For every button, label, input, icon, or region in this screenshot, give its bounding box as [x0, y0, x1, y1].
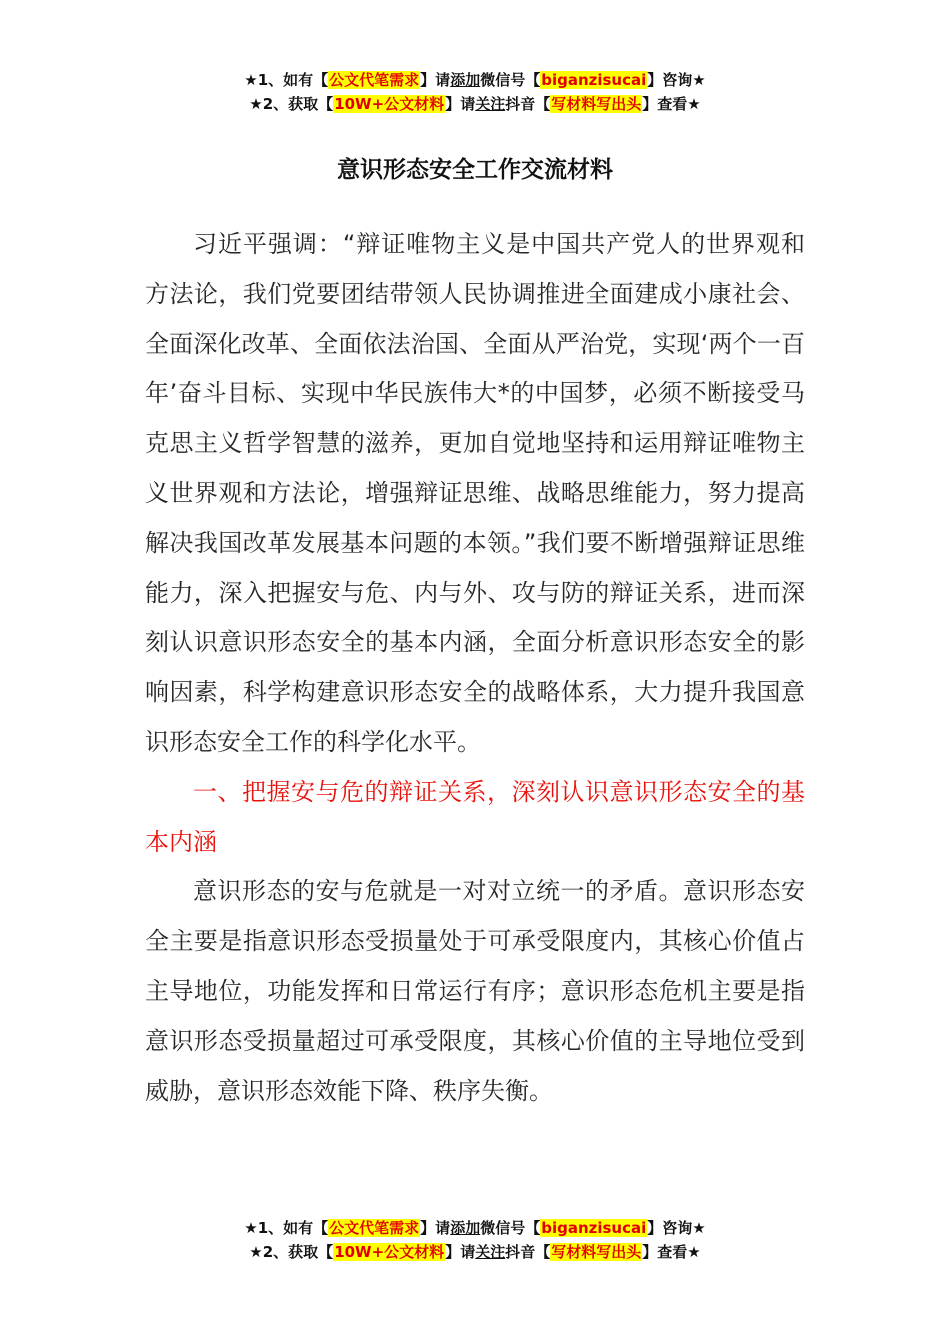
promo-highlight-ghostwriting: 公文代笔需求 [329, 71, 420, 89]
section-heading-1: 一、把握安与危的辩证关系，深刻认识意识形态安全的基本内涵 [145, 777, 805, 856]
promo-highlight-ghostwriting: 公文代笔需求 [329, 1219, 420, 1237]
paragraph-intro: 习近平强调：“辩证唯物主义是中国共产党人的世界观和方法论，我们党要团结带领人民协调推进全面建成小康社会、全面深化改革、全面依法治国、全面从严治党，实现‘两个一百年’奋斗目标、实现中华民族伟大*的中国梦，必须不断接受马克思主义哲学智慧的滋养，更加自觉地坚持和运用辩证唯物主义世界观和方法论，增强辩证思维、战略思维能力，努力提高解决我国改革发展基本问题的本领。”我们要不断增强辩证思维能力，深入把握安与危、内与外、攻与防的辩证关系，进而深刻认识意识形态安全的基本内涵，全面分析意识形态安全的影响因素，科学构建意识形态安全的战略体系，大力提升我国意识形态安全工作的科学化水平。 [145, 230, 805, 756]
promo-highlight-materials: 10W+公文材料 [334, 1243, 445, 1261]
promo-highlight-materials: 10W+公文材料 [334, 95, 445, 113]
promo-highlight-douyin: 写材料写出头 [551, 1243, 642, 1261]
promo-highlight-douyin: 写材料写出头 [551, 95, 642, 113]
promo-highlight-wechat-id: biganzisucai [541, 1219, 647, 1237]
bottom-promo-banner [0, 1216, 950, 1264]
promo-line-2: ★2、获取【10W+公文材料】请关注抖音【写材料写出头】查看★ [249, 1243, 701, 1261]
promo-line-1: ★1、如有【公文代笔需求】请添加微信号【biganzisucai】咨询★ [244, 71, 706, 89]
paragraph-section-1: 意识形态的安与危就是一对对立统一的矛盾。意识形态安全主要是指意识形态受损量处于可承受限度内，其核心价值占主导地位，功能发挥和日常运行有序；意识形态危机主要是指意识形态受损量超过可承受限度，其核心价值的主导地位受到威胁，意识形态效能下降、秩序失衡。 [145, 877, 805, 1105]
promo-line-1: ★1、如有【公文代笔需求】请添加微信号【biganzisucai】咨询★ [244, 1219, 706, 1237]
promo-line-2: ★2、获取【10W+公文材料】请关注抖音【写材料写出头】查看★ [249, 95, 701, 113]
document-title: 意识形态安全工作交流材料 [337, 157, 613, 183]
top-promo-banner [0, 68, 950, 116]
promo-highlight-wechat-id: biganzisucai [541, 71, 647, 89]
document-body [145, 220, 805, 1116]
